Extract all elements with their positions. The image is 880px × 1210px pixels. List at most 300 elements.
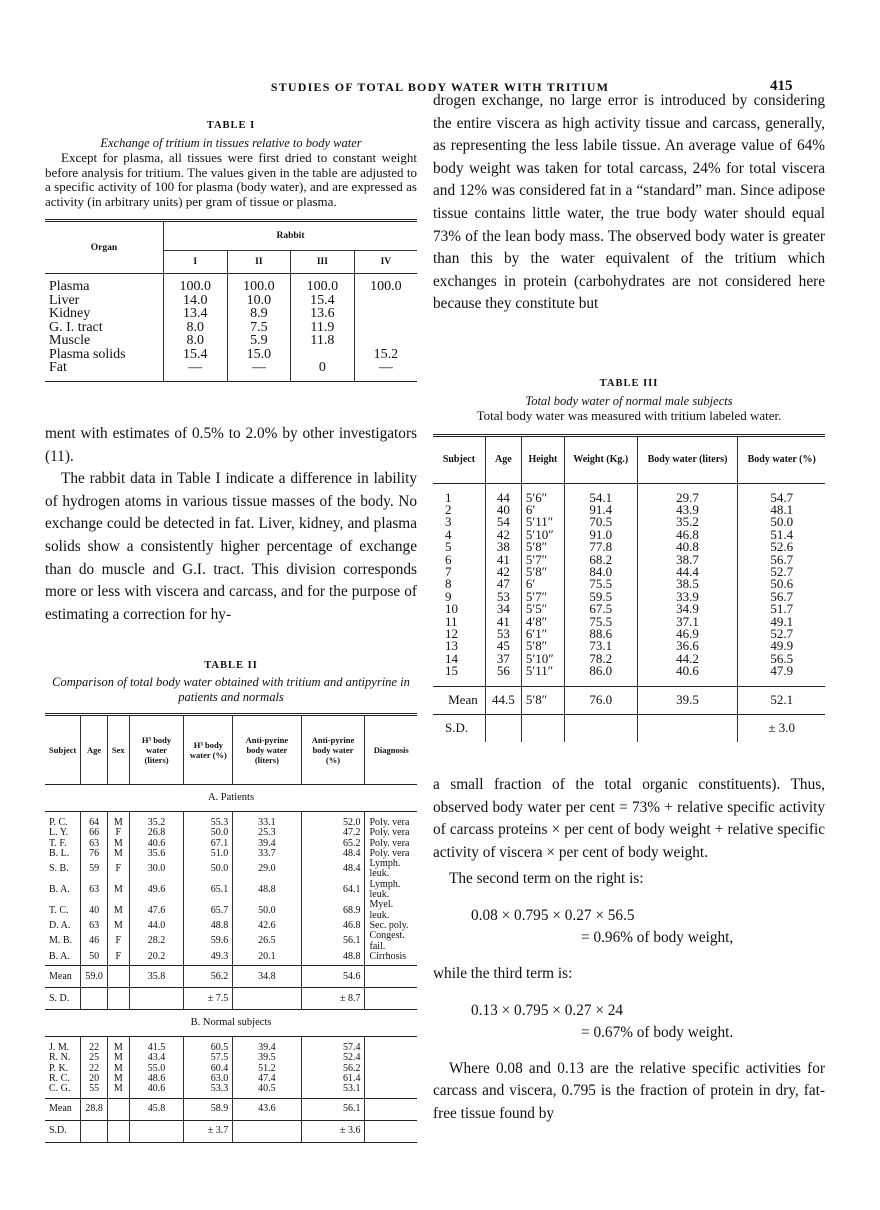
table-cell: 34 [485,603,521,615]
col-header: Age [81,715,108,785]
table-cell: 48.4 [301,859,365,880]
table-cell: 1 [445,489,452,505]
table-cell: 28.8 [81,1098,108,1120]
col-header-rabbit-IV: IV [354,251,417,274]
table-cell: Plasma solids [49,346,126,362]
table-cell [365,988,417,1010]
table-cell: 37 [485,653,521,665]
table-cell: B. L. [49,847,70,859]
table-cell: F [107,952,129,962]
table-cell: 38.7 [637,554,738,566]
col-header: Age [485,435,521,483]
col-header: Body water (liters) [637,435,738,483]
table-1-label: TABLE I [206,120,256,131]
table-cell: 86.0 [564,665,637,677]
table-cell: 46.8 [301,921,365,931]
table-cell: 35.8 [129,966,184,988]
table-cell: 56.2 [184,966,233,988]
table-cell: Poly. vera [365,828,417,838]
col-header-organ: Organ [45,221,164,274]
col-header-rabbit-I: I [164,251,228,274]
table-cell: M [107,839,129,849]
table-cell [521,714,564,742]
table-cell: M [107,1053,129,1063]
table-cell: 5 [445,539,452,555]
table-cell: 59.5 [564,591,637,603]
table-cell: 5′11″ [521,665,564,677]
table-cell: 29.7 [637,492,738,504]
col-header: Subject [442,453,476,465]
table-cell: 67.1 [184,839,233,849]
table-cell: 48.8 [233,880,301,901]
table-cell: 46.9 [637,628,738,640]
equation-1-line-1: 0.08 × 0.795 × 0.27 × 56.5 [471,906,635,924]
table-cell: Cirrhosis [365,952,417,962]
table-cell: 41 [485,554,521,566]
table-cell: 7.5 [227,321,291,335]
table-cell: 100.0 [164,280,228,294]
table-cell: 36.6 [637,640,738,652]
equation-2-line-2: = 0.67% of body weight. [581,1023,734,1041]
spacer-cell [291,375,355,382]
table-cell: 35.2 [129,818,184,828]
table-cell: 54.1 [564,492,637,504]
spacer-cell [521,678,564,687]
table-cell: M [107,849,129,859]
table-cell: — [227,361,291,375]
table-cell [637,714,738,742]
summary-row [433,714,825,742]
table-cell [354,294,417,308]
table-cell: 8.0 [164,334,228,348]
table-cell: 6′ [521,578,564,590]
table-cell: 4 [445,526,452,542]
spacer-row [45,375,417,382]
table-row [45,1064,417,1074]
table-cell: Lymph. leuk. [365,880,417,901]
table-cell: 29.0 [233,859,301,880]
paragraph: a small fraction of the total organic constituents). Thus, observed body water per cent = 73% + relative specific activity of carcass proteins × per cent of body weight + relative specific activity of viscera × per cent of body weight. [433,776,825,861]
table-row [433,516,825,528]
table-cell: 0 [291,361,355,375]
spacer-cell [637,678,738,687]
table-cell: 56 [485,665,521,677]
spacer-cell [738,678,825,687]
table-cell: 25.3 [233,828,301,838]
table-cell: 40.6 [129,1084,184,1094]
table-cell: 65.1 [184,880,233,901]
table-cell: 55.3 [184,818,233,828]
col-header: Height [521,435,564,483]
col-header: H³ body water (liters) [129,715,184,785]
table-1-note: Except for plasma, all tissues were first dried to constant weight before analysis for tritium. The values given in the table are adjusted to a specific activity of 100 for plasma (body water), and are expressed as activity (in arbitrary units) per gram of tissue or plasma. [45,150,417,209]
table-cell: 59.0 [81,966,108,988]
table-cell: 52.7 [738,628,825,640]
table-cell [365,966,417,988]
table-2-block [45,660,417,1143]
table-cell: 50.6 [738,578,825,590]
table-cell: 11 [445,613,458,629]
paragraph: The rabbit data in Table I indicate a difference in lability of hydrogen atoms in various tissue masses of the body. No exchange could be detected in fat. Liver, kidney, and plasma solids show a consistently higher percentage of exchange than do muscle and G.I. tract. This division corresponds more or less with viscera and carcass, and for the purpose of estimating a correction for hy- [45,470,417,623]
table-row [45,859,417,880]
table-cell: 63 [81,880,108,901]
table-cell: 15.4 [164,348,228,362]
table-cell: 8.0 [164,321,228,335]
table-row [433,603,825,615]
table-row [433,504,825,516]
table-cell: 9 [445,588,452,604]
table-row [45,294,417,308]
paragraph: The second term on the right is: [449,870,644,888]
table-cell: J. M. [49,1042,70,1054]
table-cell: 64 [81,818,108,828]
table-cell: 77.8 [564,541,637,553]
table-cell: Poly. vera [365,818,417,828]
table-cell: Plasma [49,279,90,294]
table-cell: ± 3.7 [184,1120,233,1142]
table-cell: 39.5 [637,686,738,714]
table-cell: 50 [81,952,108,962]
table-cell: R. C. [49,1073,70,1085]
table-cell: 73.1 [564,640,637,652]
section-row [45,1010,417,1037]
table-cell: 33.1 [233,818,301,828]
table-row [433,529,825,541]
table-2-label: TABLE II [204,660,258,671]
table-cell: 22 [81,1043,108,1053]
table-cell: 34.9 [637,603,738,615]
table-cell: 56.1 [301,931,365,952]
table-cell: 43.9 [637,504,738,516]
table-row [433,554,825,566]
table-cell: Poly. vera [365,849,417,859]
col-header: H³ body water (%) [184,715,233,785]
table-cell: 76.0 [564,686,637,714]
table-row [433,541,825,553]
table-cell: C. G. [49,1083,71,1095]
table-cell: L. Y. [49,827,69,839]
table-cell: 51.4 [738,529,825,541]
table-cell: 55.0 [129,1064,184,1074]
table-cell: 68.2 [564,554,637,566]
table-cell: P. K. [49,1062,69,1074]
table-cell: 5′8″ [521,686,564,714]
spacer-cell [45,375,164,382]
summary-row [45,966,417,988]
table-cell: 44.4 [637,566,738,578]
table-cell: 51.2 [233,1064,301,1074]
table-cell [107,966,129,988]
paragraph: while the third term is: [433,964,573,982]
left-column-text [45,423,417,626]
table-3-caption: Total body water of normal male subjects [525,394,733,408]
table-cell: Lymph. leuk. [365,859,417,880]
table-cell: 53.1 [301,1084,365,1094]
table-cell: 44.5 [485,686,521,714]
table-cell: 10 [445,601,458,617]
table-cell [129,988,184,1010]
table-cell: 40.5 [233,1084,301,1094]
col-header: Anti-pyrine body water (%) [301,715,365,785]
table-cell: M [107,900,129,921]
table-cell: 54.6 [301,966,365,988]
table-cell: S. B. [49,863,69,875]
table-cell: Mean [49,970,72,982]
table-cell: M [107,1074,129,1084]
table-cell: 63 [81,921,108,931]
table-cell [365,1098,417,1120]
col-header-rabbit-II: II [227,251,291,274]
table-cell: 61.4 [301,1074,365,1084]
equation-1-line-2: = 0.96% of body weight, [581,928,734,946]
col-header: Diagnosis [365,715,417,785]
table-cell [354,307,417,321]
table-cell: 39.5 [233,1053,301,1063]
table-cell: 37.1 [637,616,738,628]
table-cell: 5′8″ [521,640,564,652]
table-row [433,492,825,504]
table-cell: 5′6″ [521,492,564,504]
table-row [45,880,417,901]
table-cell: 34.8 [233,966,301,988]
table-cell: 45.8 [129,1098,184,1120]
table-2 [45,713,417,1143]
table-cell: 56.5 [738,653,825,665]
table-row [45,1053,417,1063]
table-cell: 59.6 [184,931,233,952]
table-cell: 91.0 [564,529,637,541]
col-header: Anti-pyrine body water (liters) [233,715,301,785]
summary-row [45,1098,417,1120]
table-cell: 5′8″ [521,541,564,553]
table-cell: 100.0 [291,280,355,294]
table-cell: 13.4 [164,307,228,321]
table-cell: 39.4 [233,1043,301,1053]
spacer-cell [164,375,228,382]
table-cell: 3 [445,514,452,530]
table-cell [365,1120,417,1142]
table-cell [233,1120,301,1142]
table-cell: 22 [81,1064,108,1074]
table-cell: 56.1 [301,1098,365,1120]
table-cell: Congest. fail. [365,931,417,952]
table-cell: 67.5 [564,603,637,615]
table-cell: 20 [81,1074,108,1084]
table-cell: 48.8 [301,952,365,962]
table-row [45,348,417,362]
table-cell: ± 3.6 [301,1120,365,1142]
table-cell: 39.4 [233,839,301,849]
paragraph: drogen exchange, no large error is introduced by considering the entire viscera as high activity tissue and carcass, generally, as representing the less labile tissue. An average value of 64% body weight was taken for total carcass, 24% for total viscera and 12% was considered fat in a “standard” man. Since adipose tissue contains little water, the true body water should equal 73% of the lean body mass. The observed body water is greater than this by the water equivalent of the tritium which exchanges in protein (carbohydrates are not considered here because they constitute but [433,92,825,313]
table-cell: 65.2 [301,839,365,849]
table-row [433,628,825,640]
table-cell: 44.0 [129,921,184,931]
table-cell: 40.6 [637,665,738,677]
table-cell: 35.2 [637,516,738,528]
table-cell: 30.0 [129,859,184,880]
table-cell: 11.9 [291,321,355,335]
summary-row [45,988,417,1010]
table-cell: 33.9 [637,591,738,603]
table-cell: 65.7 [184,900,233,921]
table-cell: T. F. [49,837,67,849]
table-cell: S.D. [445,720,469,736]
table-cell: 47.2 [301,828,365,838]
table-cell: Muscle [49,333,91,348]
page-number: 415 [770,78,793,94]
table-cell: 60.5 [184,1043,233,1053]
col-header: Weight (Kg.) [564,435,637,483]
table-cell: 15 [445,663,458,679]
table-cell: M [107,1084,129,1094]
table-row [433,591,825,603]
table-cell [365,1053,417,1063]
table-row [45,1074,417,1084]
table-cell: 70.5 [564,516,637,528]
table-cell: M [107,818,129,828]
spacer-cell [564,678,637,687]
table-3-note: Total body water was measured with tritium labeled water. [476,408,782,423]
table-cell: 49.9 [738,640,825,652]
table-cell: 5′11″ [521,516,564,528]
table-row [45,321,417,335]
table-cell: 41 [485,616,521,628]
table-3-label: TABLE III [599,378,659,389]
table-cell: 42 [485,566,521,578]
table-1-block [45,120,417,382]
table-cell: 48.4 [301,849,365,859]
table-cell: 20.1 [233,952,301,962]
table-cell: 76 [81,849,108,859]
table-cell: S.D. [49,1124,67,1136]
table-cell: 49.6 [129,880,184,901]
right-column-top-text [433,90,825,316]
spacer-cell [433,483,485,492]
table-row [433,578,825,590]
table-cell: 52.7 [738,566,825,578]
table-cell [485,714,521,742]
paragraph: Where 0.08 and 0.13 are the relative specific activities for carcass and viscera, 0.795 is the fraction of protein in dry, fat-free tissue found by [433,1059,825,1122]
table-cell: 14.0 [164,294,228,308]
col-header-rabbit-III: III [291,251,355,274]
table-cell: 78.2 [564,653,637,665]
table-row [45,280,417,294]
table-cell: 5′7″ [521,554,564,566]
table-cell: 50.0 [184,859,233,880]
table-cell: 15.2 [354,348,417,362]
table-cell [107,1098,129,1120]
table-cell: 8 [445,576,452,592]
table-row [433,665,825,677]
table-3 [433,434,825,743]
table-cell: 26.5 [233,931,301,952]
table-cell: Fat [49,360,67,375]
table-cell: 5′5″ [521,603,564,615]
table-cell: 52.1 [738,686,825,714]
table-cell: 60.4 [184,1064,233,1074]
table-cell: F [107,859,129,880]
table-cell: 63.0 [184,1074,233,1084]
table-cell: 14 [445,650,458,666]
table-cell: 47.9 [738,665,825,677]
table-cell: 2 [445,501,452,517]
table-cell: Poly. vera [365,839,417,849]
paragraph: ment with estimates of 0.5% to 2.0% by other investigators (11). [45,425,417,465]
table-cell: 55 [81,1084,108,1094]
table-cell: — [354,361,417,375]
table-row [45,1084,417,1094]
table-cell: 28.2 [129,931,184,952]
table-row [45,900,417,921]
table-cell: 68.9 [301,900,365,921]
table-cell: 40 [81,900,108,921]
table-cell: 88.6 [564,628,637,640]
table-cell [107,1120,129,1142]
table-cell: 48.8 [184,921,233,931]
table-3-block [433,378,825,742]
table-cell: B. A. [49,883,70,895]
table-cell: 20.2 [129,952,184,962]
table-cell [365,1074,417,1084]
table-cell: 42.6 [233,921,301,931]
table-row [45,839,417,849]
table-cell: D. A. [49,919,71,931]
table-cell [291,348,355,362]
table-cell: 100.0 [354,280,417,294]
summary-row [433,686,825,714]
table-cell: 66 [81,828,108,838]
col-header: Sex [107,715,129,785]
table-cell: 59 [81,859,108,880]
table-row [45,334,417,348]
table-row [45,849,417,859]
table-row [45,818,417,828]
table-cell: 52.4 [301,1053,365,1063]
table-cell [365,1043,417,1053]
table-cell [564,714,637,742]
table-cell: M [107,880,129,901]
table-cell: 53.3 [184,1084,233,1094]
table-cell: 51.0 [184,849,233,859]
section-row [45,785,417,812]
table-cell: P. C. [49,817,68,828]
table-cell: 49.1 [738,616,825,628]
table-cell: B. A. [49,950,70,962]
table-cell: ± 3.0 [738,714,825,742]
table-cell: R. N. [49,1052,71,1064]
table-cell: 48.1 [738,504,825,516]
table-cell: Mean [448,691,478,707]
table-cell: 6′1″ [521,628,564,640]
table-cell: 57.5 [184,1053,233,1063]
table-2-caption: Comparison of total body water obtained with tritium and antipyrine in patients and normals [52,675,410,704]
table-cell: 53 [485,628,521,640]
table-cell: 5′8″ [521,566,564,578]
table-cell: Sec. poly. [365,921,417,931]
table-cell: 44 [485,492,521,504]
table-cell: Mean [49,1102,72,1114]
table-cell: 5′10″ [521,529,564,541]
table-cell [129,1120,184,1142]
summary-row [45,1120,417,1142]
table-1-caption: Exchange of tritium in tissues relative to body water [100,136,362,150]
table-cell: 43.6 [233,1098,301,1120]
table-cell: 26.8 [129,828,184,838]
table-cell: 38 [485,541,521,553]
table-row [45,307,417,321]
table-cell: 40.6 [129,839,184,849]
table-cell: 58.9 [184,1098,233,1120]
